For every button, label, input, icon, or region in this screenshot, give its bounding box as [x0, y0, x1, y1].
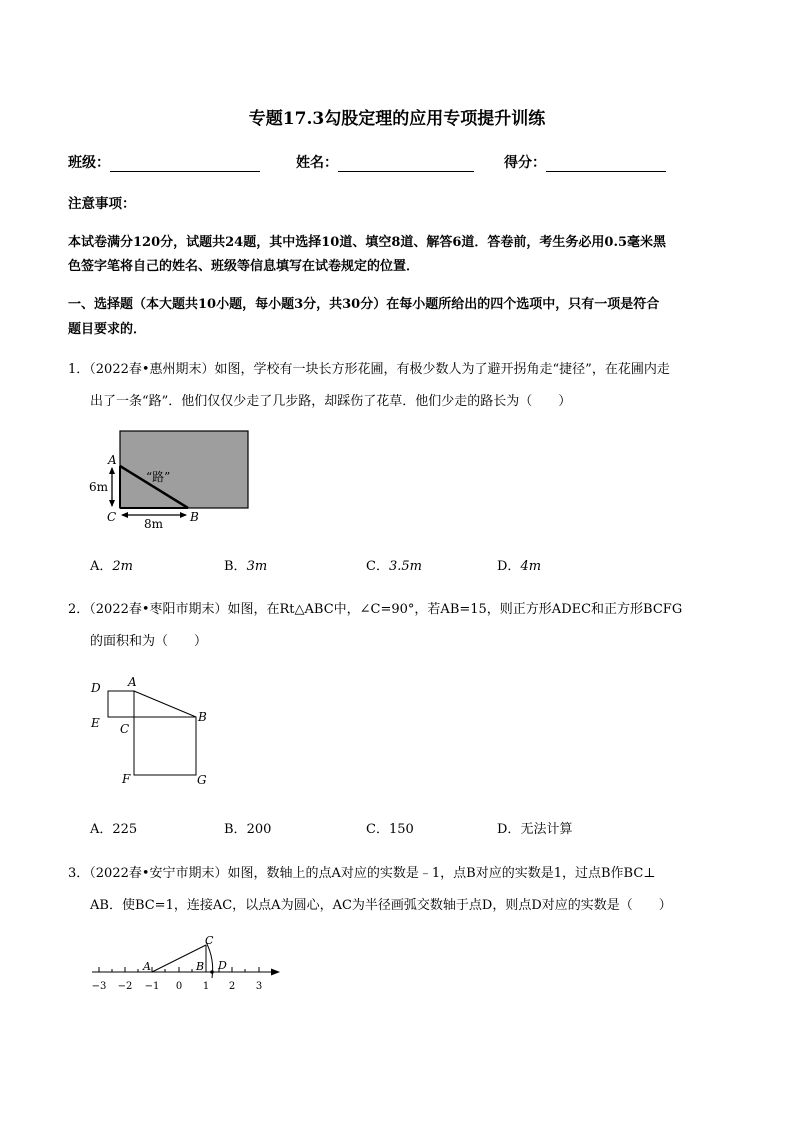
q2-figure [90, 675, 207, 787]
q2-label-a: A [128, 675, 137, 689]
notice-line-2: 色签字笔将自己的姓名、班级等信息填写在试卷规定的位置． [68, 259, 420, 274]
q2-label-f: F [122, 772, 131, 786]
q1-option-d[interactable] [497, 555, 541, 574]
q3-label-d: D [218, 959, 227, 972]
option-value: 225 [112, 822, 138, 837]
section1-line-1: 一、选择题（本大题共10小题，每小题3分，共30分）在每小题所给出的四个选项中，只有一项是符合 [68, 297, 660, 312]
arrow-head [121, 512, 128, 518]
number-line-arrow [271, 969, 280, 976]
q2-label-g: G [197, 773, 207, 787]
arrow-head [109, 500, 115, 507]
square-adec [108, 691, 134, 717]
tick-label: −3 [91, 981, 107, 992]
q1-label-a: A [108, 453, 117, 467]
q2-label-e: E [91, 716, 100, 730]
q1-text-1: 1．（2022春•惠州期末）如图，学校有一块长方形花圃，有极少数人为了避开拐角走“捷径”，在花圃内走 [68, 362, 670, 377]
option-value: 无法计算 [520, 822, 573, 837]
option-key: C． [366, 559, 389, 574]
q1-label-6m: 6m [89, 480, 109, 494]
q1-option-a[interactable] [90, 555, 133, 574]
q2-option-a[interactable] [90, 818, 137, 837]
q2-option-c[interactable] [366, 818, 414, 837]
option-key: B． [224, 559, 247, 574]
tick-label: 0 [175, 981, 183, 992]
q1-label-road: “路” [146, 470, 171, 484]
q2-text-2: 的面积和为（ ） [90, 634, 208, 649]
option-value: 3.5m [388, 559, 422, 574]
arrow-head [109, 467, 115, 474]
page-title: 专题17.3勾股定理的应用专项提升训练 [248, 109, 546, 129]
option-key: D． [497, 559, 521, 574]
q2-option-b[interactable] [224, 818, 271, 837]
tick-label: −2 [117, 981, 133, 992]
q2-text-1: 2．（2022春•枣阳市期末）如图，在Rt△ABC中，∠C=90°，若AB=15，则正方形ADEC和正方形BCFG [68, 602, 683, 617]
tick-marks [99, 967, 259, 972]
option-value: 2m [112, 559, 133, 574]
notice-heading: 注意事项： [68, 196, 136, 212]
score-label: 得分： [504, 155, 546, 171]
class-label: 班级： [68, 155, 110, 171]
section1-line-2: 题目要求的． [68, 322, 147, 337]
option-value: 4m [520, 559, 542, 574]
q1-label-8m: 8m [144, 517, 164, 531]
q2-label-c: C [120, 722, 130, 736]
notice-line-1: 本试卷满分120分，试题共24题，其中选择10道、填空8道、解答6道．答卷前，考生务必用0.5毫米黑 [68, 235, 667, 250]
name-label: 姓名： [296, 155, 338, 171]
hypotenuse-ab [134, 691, 196, 717]
tick-labels [92, 981, 263, 992]
q1-text-2: 出了一条“路”．他们仅仅少走了几步路，却踩伤了花草．他们少走的路长为（ ） [90, 394, 572, 409]
tick-label: 2 [228, 981, 236, 992]
q2-label-d: D [91, 681, 101, 695]
square-bcfg [134, 717, 196, 775]
q3-label-c: C [205, 934, 214, 947]
option-value: 150 [388, 822, 414, 837]
q1-label-b: B [190, 510, 199, 524]
q1-label-c: C [107, 510, 117, 524]
option-key: B． [224, 822, 247, 837]
q1-option-c[interactable] [366, 555, 422, 574]
q1-option-b[interactable] [224, 555, 267, 574]
option-key: A． [90, 559, 113, 574]
option-key: D． [497, 822, 521, 837]
q1-figure [89, 431, 248, 531]
tick-label: 3 [255, 981, 263, 992]
arrow-head [180, 512, 187, 518]
q3-text-1: 3．（2022春•安宁市期末）如图，数轴上的点A对应的实数是﹣1，点B对应的实数是1，过点B作BC⊥ [68, 866, 656, 881]
option-key: C． [366, 822, 389, 837]
tick-label: 1 [202, 981, 210, 992]
option-value: 200 [246, 822, 272, 837]
q2-label-b: B [198, 710, 207, 724]
q2-option-d[interactable] [497, 818, 572, 837]
option-value: 3m [246, 559, 268, 574]
q3-figure [92, 934, 280, 992]
q3-label-a: A [143, 960, 151, 973]
q3-label-b: B [196, 960, 205, 973]
q3-text-2: AB．使BC=1，连接AC，以点A为圆心，AC为半径画弧交数轴于点D，则点D对应的实数是（ ） [90, 898, 672, 913]
tick-label: −1 [144, 981, 160, 992]
flower-bed [120, 431, 248, 508]
option-key: A． [90, 822, 113, 837]
point-d [210, 970, 214, 974]
